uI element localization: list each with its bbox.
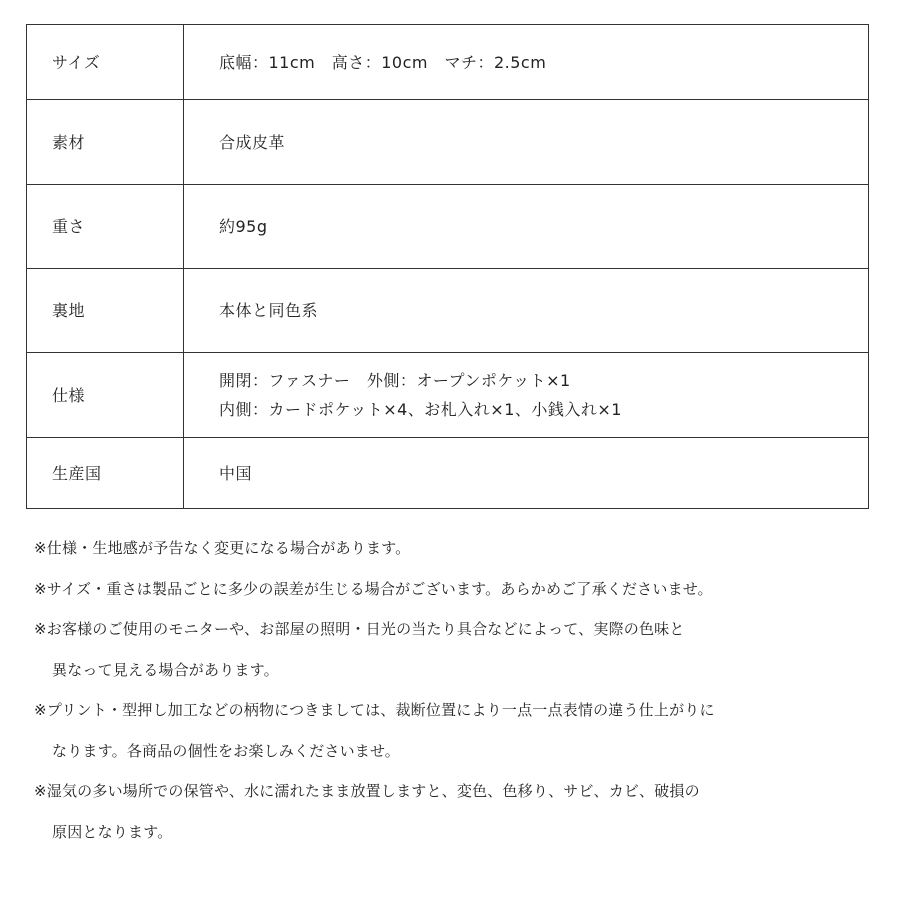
spec-label-origin: 生産国 [27,438,184,509]
spec-value-lining [184,269,869,353]
note-line-continued: なります。各商品の個性をお楽しみくださいませ。 [52,741,400,760]
spec-value-line: 本体と同色系 [219,301,319,320]
spec-value-specification [184,353,869,438]
note-line: ※湿気の多い場所での保管や、水に濡れたまま放置しますと、変色、色移り、サビ、カビ、破損の [34,782,700,800]
spec-row-specification [27,353,869,438]
spec-value-line: 開閉：ファスナー 外側：オープンポケット×1 [219,371,571,390]
spec-label-size: サイズ [27,25,184,100]
spec-row-weight [27,185,869,269]
spec-value-origin [184,438,869,509]
spec-row-origin [27,438,869,509]
spec-label-material: 素材 [27,100,184,185]
spec-value-line: 中国 [219,463,253,483]
note-line: ※プリント・型押し加工などの柄物につきましては、裁断位置により一点一点表情の違う仕上がりに [34,701,715,719]
spec-value-material [184,100,869,185]
spec-value-line: 約95g [219,217,268,236]
spec-row-material [27,100,869,185]
note-line-continued: 異なって見える場合があります。 [52,660,279,679]
note-line: ※サイズ・重さは製品ごとに多少の誤差が生じる場合がございます。あらかめご了承くださいませ。 [34,579,713,598]
note-line: ※仕様・生地感が予告なく変更になる場合があります。 [34,539,411,557]
spec-value-line: 合成皮革 [219,132,286,152]
spec-value-size [184,25,869,100]
spec-row-lining [27,269,869,353]
spec-value-line: 内側：カードポケット×4、お札入れ×1、小銭入れ×1 [219,400,622,419]
spec-label-specification: 仕様 [27,353,184,438]
notes-list [34,528,874,852]
spec-row-size [27,25,869,100]
spec-label-weight: 重さ [27,185,184,269]
spec-table [26,24,869,509]
note-line: ※お客様のご使用のモニターや、お部屋の照明・日光の当たり具合などによって、実際の色味と [34,620,685,638]
spec-value-weight [184,185,869,269]
spec-label-lining: 裏地 [27,269,184,353]
spec-value-line: 底幅：11cm 高さ：10cm マチ：2.5cm [219,52,547,72]
note-line-continued: 原因となります。 [52,822,173,841]
